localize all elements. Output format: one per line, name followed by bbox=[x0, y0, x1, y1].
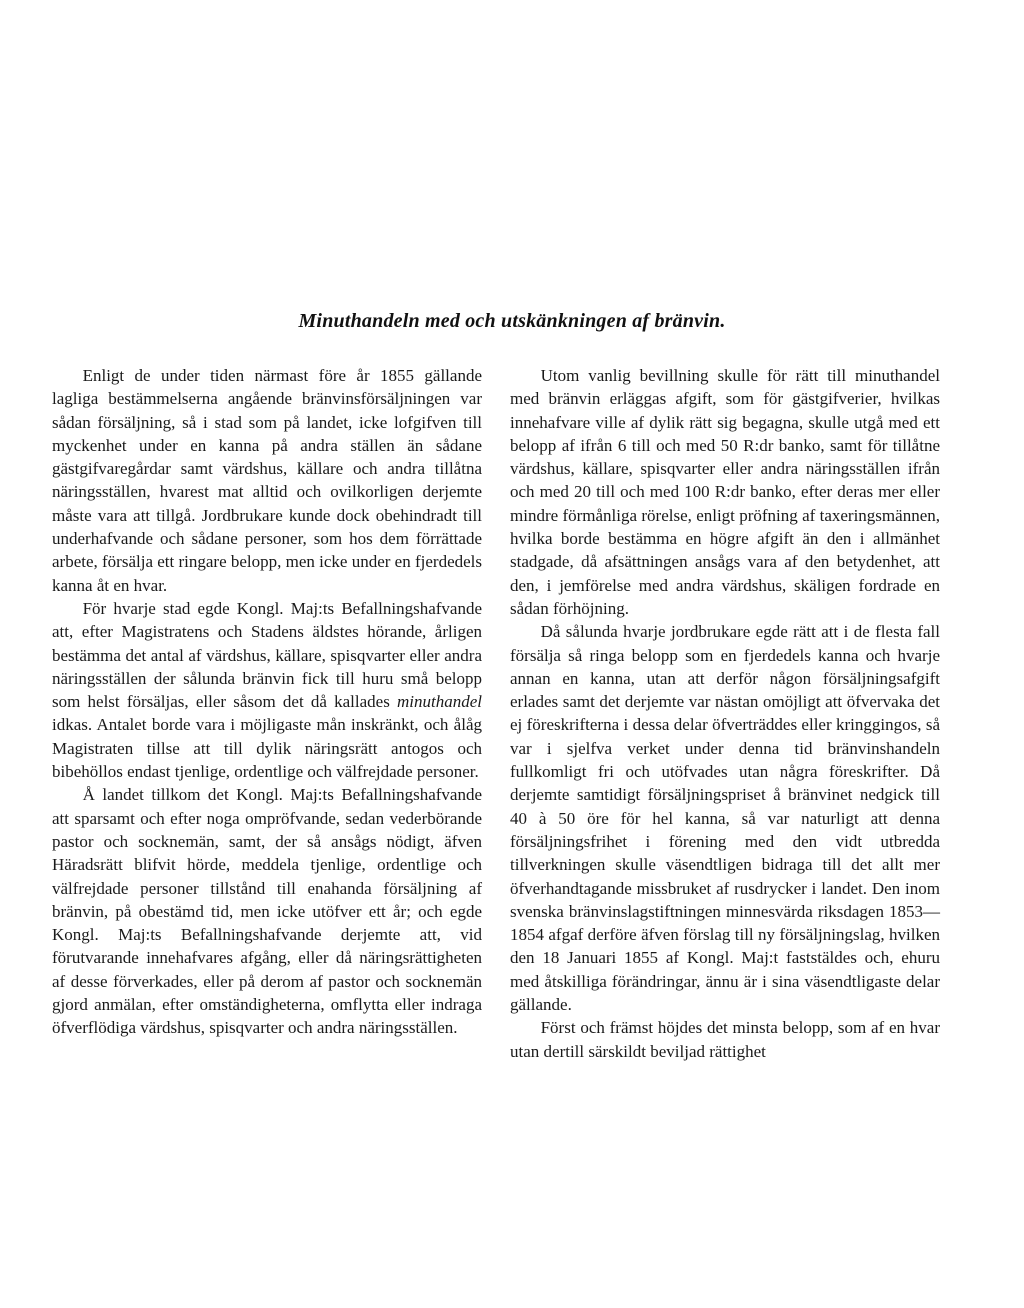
right-paragraph-3: Först och främst höjdes det minsta belopp, som af en hvar utan dertill särskildt beviljad rättighet bbox=[510, 1018, 940, 1061]
right-paragraph-2: Då sålunda hvarje jordbrukare egde rätt att i de flesta fall försälja så ringa belopp som en fjerdedels kanna och hvarje annan en kanna, utan att derför någon försäljningsafgift erlades samt det derjemte var nästan omöjligt att öfvervaka det ej föreskrifterna i dessa delar öfverträddes eller kringgingos, så var i sjelfva verket under denna tid bränvinshandeln fullkomligt fri och utöfvades utan några föreskrifter. Då derjemte samtidigt försäljningspriset å bränvinet nedgick till 40 à 50 öre för hel kanna, så var naturligt att denna försäljningsfrihet i förening med den vidt utbredda tillverkningen skulle väsendtligen bidraga till det allt mer öfverhandtagande missbruket af rusdrycker i landet. Den inom svenska bränvinslagstiftningen minnesvärda riksdagen 1853—1854 afgaf derföre äfven förslag till ny försäljningslag, hvilken den 18 Januari 1855 af Kongl. Maj:t faststäldes och, ehuru med åtskilliga förändringar, ännu är i sina väsendtligaste delar gällande. bbox=[510, 622, 940, 1015]
left-paragraph-2 bbox=[52, 597, 482, 783]
term-minuthandel: minuthandel bbox=[397, 692, 482, 712]
left-paragraph-2-text-b: idkas. Antalet borde vara i möjligaste mån inskränkt, och ålåg Magistraten tillse att till dylik näringsrätt antogos och bibehöllos endast tjenlige, ordentlige och välfrejdade personer. bbox=[52, 715, 482, 782]
right-column bbox=[510, 364, 940, 1063]
left-paragraph-2-text-a: För hvarje stad egde Kongl. Maj:ts Befallningshafvande att, efter Magistratens och Stadens äldstes hörande, årligen bestämma det antal af värdshus, källare, spisqvarter eller andra näringsställen der sålunda bränvin fick till huru små belopp som helst försäljas, eller såsom det då kallades bbox=[52, 598, 482, 712]
left-paragraph-3: Å landet tillkom det Kongl. Maj:ts Befallningshafvande att sparsamt och efter noga ompröfvande, sedan vederbörande pastor och socknemän, samt, der så ansågs nödigt, äfven Häradsrätt blifvit hörde, meddela tjenlige, ordentlige och välfrejdade personer tillstånd till enahanda försäljning af bränvin, på obestämd tid, men icke utöfver ett år; och egde Kongl. Maj:ts Befallningshafvande derjemte att, vid förutvarande innehafvares afgång, eller då näringsrättigheten af desse förverkades, eller på derom af pastor och socknemän gjord anmälan, efter omständigheterna, omflytta eller indraga öfverflödiga värdshus, spisqvarter och andra näringsställen. bbox=[52, 785, 482, 1038]
page-title: Minuthandeln med och utskänkningen af bränvin. bbox=[298, 310, 726, 332]
right-paragraph-1: Utom vanlig bevillning skulle för rätt till minuthandel med bränvin erläggas afgift, som för gästgifverier, hvilkas innehafvare ville af dylik rätt sig begagna, skulle utgå med ett belopp af ifrån 6 till och med 50 R:dr banko, samt för tillåtne värdshus, källare, spisqvarter eller andra näringsställen ifrån och med 20 till och med 100 R:dr banko, efter deras mer eller mindre förmånliga rörelse, enligt pröfning af taxeringsmännen, hvilka borde bestämma en högre afgift än den i allmänhet stadgade, då afsättningen ansågs vara af den betydenhet, att den, i jemförelse med andra värdshus, skäligen fordrade en sådan förhöjning. bbox=[510, 366, 940, 618]
left-column bbox=[52, 364, 482, 1040]
left-paragraph-1: Enligt de under tiden närmast före år 1855 gällande lagliga bestämmelserna angående bränvinsförsäljningen var sådan försäljning, så i stad som på landet, icke lofgifven till myckenhet under en kanna på andra ställen än sådane gästgifvaregårdar samt värdshus, källare och andra tillåtna näringsställen, hvarest mat alltid och ovilkorligen derjemte måste vara att tillgå. Jordbrukare kunde dock obehindradt till underhafvande och sådane personer, som hos dem förrättade arbete, försälja ett ringare belopp, men icke under en fjerdedels kanna åt en hvar. bbox=[52, 366, 482, 595]
